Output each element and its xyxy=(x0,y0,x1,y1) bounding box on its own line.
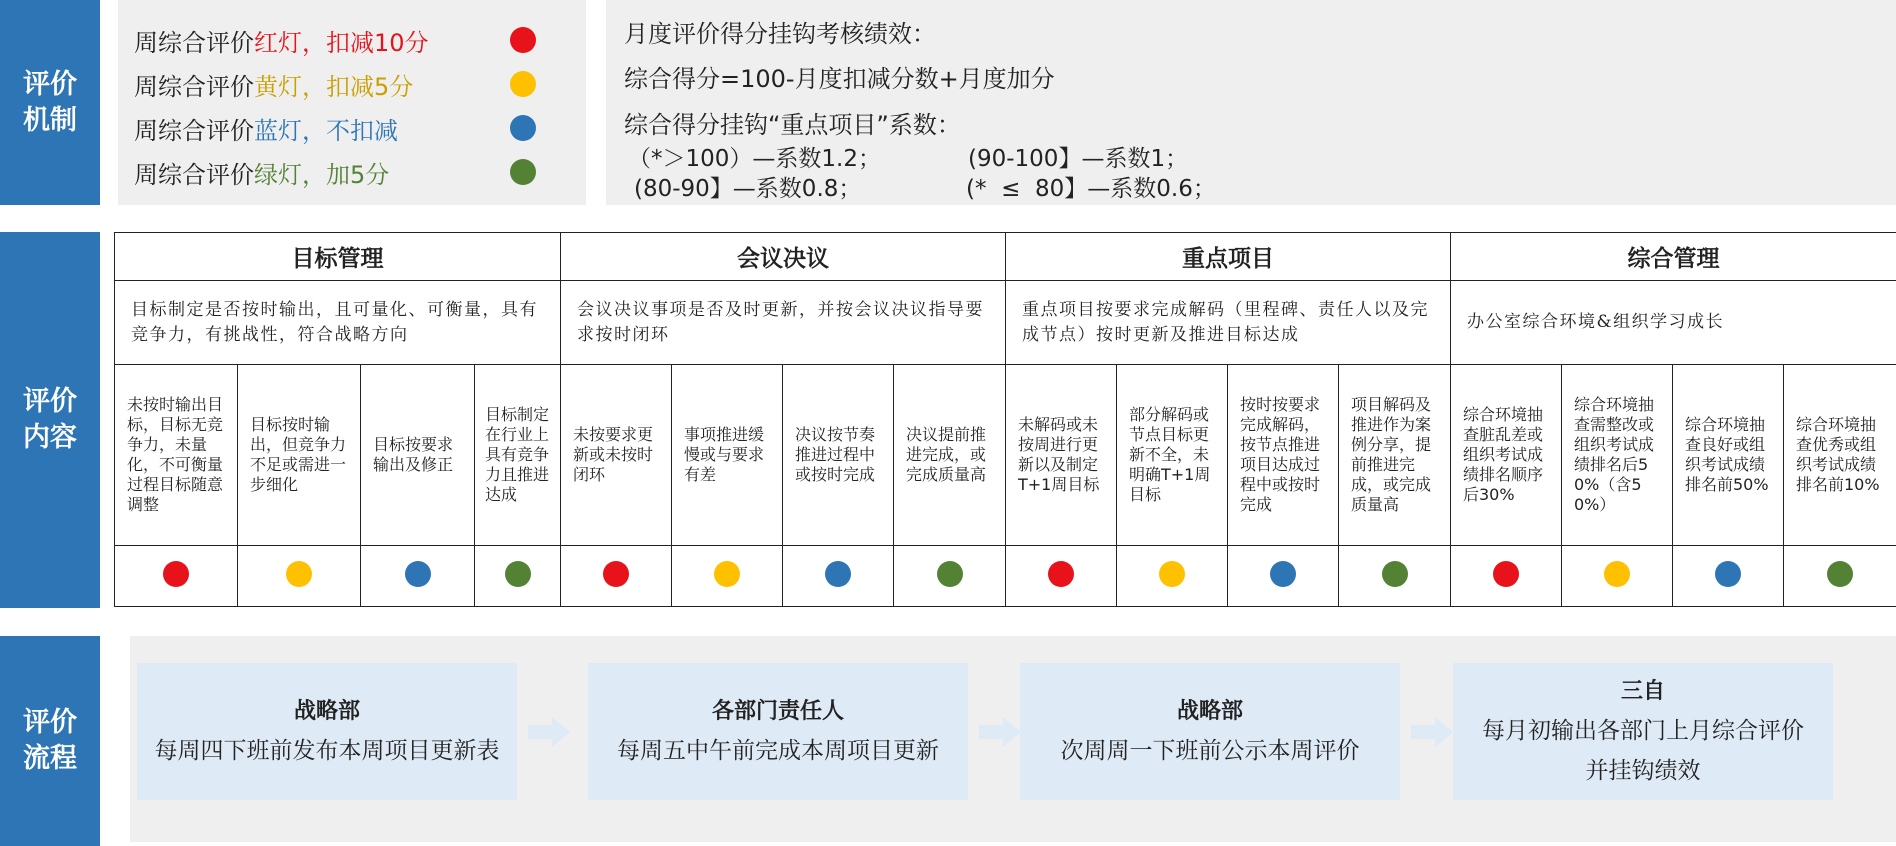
legend-result: 红灯，扣减10分 xyxy=(254,28,429,57)
legend-row-blue xyxy=(134,108,574,148)
description-row xyxy=(115,281,1896,365)
green-light-icon xyxy=(1827,561,1853,587)
category-header: 综合管理 xyxy=(1451,233,1896,281)
process-step xyxy=(588,663,968,800)
legend-row-yellow xyxy=(134,64,574,104)
legend-row-red xyxy=(134,20,574,60)
section-label-text: 评价内容 xyxy=(23,386,77,453)
formula-score: 综合得分=100-月度扣减分数+月度加分 xyxy=(624,65,1055,93)
section-label-mechanism xyxy=(0,0,100,205)
criteria-cell: 目标按时输出，但竞争力不足或需进一步细化 xyxy=(238,365,361,546)
red-light-icon xyxy=(1493,561,1519,587)
red-light-icon xyxy=(1048,561,1074,587)
evaluation-table xyxy=(114,232,1896,608)
criteria-cell: 按时按要求完成解码，按节点推进项目达成过程中或按时完成 xyxy=(1228,365,1339,546)
blue-light-icon xyxy=(825,561,851,587)
category-row xyxy=(115,233,1896,281)
formula-coefficient-title: 综合得分挂钩“重点项目”系数： xyxy=(624,111,961,139)
light-cell xyxy=(1339,546,1451,607)
criteria-cell: 项目解码及推进作为案例分享，提前推进完成，或完成质量高 xyxy=(1339,365,1451,546)
light-row xyxy=(115,546,1896,607)
light-cell xyxy=(475,546,561,607)
light-cell xyxy=(894,546,1006,607)
process-step xyxy=(1020,663,1400,800)
legend-prefix: 周综合评价 xyxy=(134,160,254,189)
light-cell xyxy=(1117,546,1228,607)
blue-light-icon xyxy=(510,115,536,141)
section-label-text: 评价流程 xyxy=(23,707,77,774)
green-light-icon xyxy=(1382,561,1408,587)
legend-panel xyxy=(118,0,586,205)
step-owner: 战略部 xyxy=(1176,698,1243,724)
light-cell xyxy=(561,546,672,607)
yellow-light-icon xyxy=(1159,561,1185,587)
criteria-cell: 部分解码或节点目标更新不全，未明确T+1周目标 xyxy=(1117,365,1228,546)
yellow-light-icon xyxy=(1604,561,1630,587)
green-light-icon xyxy=(937,561,963,587)
category-header: 目标管理 xyxy=(115,233,561,281)
criteria-cell: 未按时输出目标，目标无竞争力，未量化，不可衡量过程目标随意调整 xyxy=(115,365,238,546)
section-label-process xyxy=(0,636,100,846)
process-step xyxy=(1453,663,1833,800)
criteria-cell: 事项推进缓慢或与要求有差 xyxy=(672,365,783,546)
red-light-icon xyxy=(510,27,536,53)
light-cell xyxy=(361,546,475,607)
blue-light-icon xyxy=(1270,561,1296,587)
coefficient-3: (80-90】—系数0.8； xyxy=(634,176,862,202)
coefficient-4: (* ≤ 80】—系数0.6； xyxy=(966,176,1216,202)
arrow-right-icon xyxy=(528,717,570,747)
legend-result: 蓝灯，不扣减 xyxy=(254,116,398,145)
legend-prefix: 周综合评价 xyxy=(134,72,254,101)
category-header: 重点项目 xyxy=(1006,233,1451,281)
green-light-icon xyxy=(505,561,531,587)
light-cell xyxy=(238,546,361,607)
category-description: 重点项目按要求完成解码（里程碑、责任人以及完成节点）按时更新及推进目标达成 xyxy=(1006,281,1451,365)
step-owner: 各部门责任人 xyxy=(711,698,844,724)
criteria-cell: 决议按节奏推进过程中或按时完成 xyxy=(783,365,894,546)
red-light-icon xyxy=(163,561,189,587)
step-action: 每周五中午前完成本周项目更新 xyxy=(617,737,939,764)
category-description: 办公室综合环境&组织学习成长 xyxy=(1451,281,1896,365)
light-cell xyxy=(1673,546,1784,607)
coefficient-2: (90-100】—系数1； xyxy=(968,146,1189,172)
light-cell xyxy=(1228,546,1339,607)
step-action: 次周周一下班前公示本周评价 xyxy=(1060,737,1360,764)
green-light-icon xyxy=(510,159,536,185)
criteria-cell: 综合环境抽查脏乱差或组织考试成绩排名顺序后30% xyxy=(1451,365,1562,546)
light-cell xyxy=(1006,546,1117,607)
criteria-cell: 综合环境抽查优秀或组织考试成绩排名前10% xyxy=(1784,365,1896,546)
yellow-light-icon xyxy=(714,561,740,587)
criteria-cell: 决议提前推进完成，或完成质量高 xyxy=(894,365,1006,546)
legend-prefix: 周综合评价 xyxy=(134,116,254,145)
blue-light-icon xyxy=(1715,561,1741,587)
criteria-cell: 综合环境抽查需整改或组织考试成绩排名后50%（含50%） xyxy=(1562,365,1673,546)
criteria-cell: 未解码或未按周进行更新以及制定T+1周目标 xyxy=(1006,365,1117,546)
step-action: 每周四下班前发布本周项目更新表 xyxy=(154,737,500,764)
legend-result: 黄灯，扣减5分 xyxy=(254,72,414,101)
process-step xyxy=(137,663,517,800)
blue-light-icon xyxy=(405,561,431,587)
legend-row-green xyxy=(134,152,574,192)
criteria-cell: 目标按要求输出及修正 xyxy=(361,365,475,546)
coefficient-1: （*＞100）—系数1.2； xyxy=(628,146,881,172)
category-header: 会议决议 xyxy=(561,233,1006,281)
formula-panel xyxy=(606,0,1896,205)
legend-prefix: 周综合评价 xyxy=(134,28,254,57)
yellow-light-icon xyxy=(510,71,536,97)
step-owner: 三自 xyxy=(1620,678,1665,704)
light-cell xyxy=(783,546,894,607)
step-action-continued: 并挂钩绩效 xyxy=(1585,757,1701,784)
light-cell xyxy=(115,546,238,607)
light-cell xyxy=(672,546,783,607)
step-owner: 战略部 xyxy=(293,698,360,724)
formula-title: 月度评价得分挂钩考核绩效： xyxy=(624,20,936,48)
light-cell xyxy=(1451,546,1562,607)
arrow-right-icon xyxy=(1411,717,1453,747)
criteria-row xyxy=(115,365,1896,546)
criteria-cell: 目标制定在行业上具有竞争力且推进达成 xyxy=(475,365,561,546)
arrow-right-icon xyxy=(979,717,1021,747)
category-description: 目标制定是否按时输出，且可量化、可衡量，具有竞争力，有挑战性，符合战略方向 xyxy=(115,281,561,365)
yellow-light-icon xyxy=(286,561,312,587)
light-cell xyxy=(1784,546,1896,607)
criteria-cell: 综合环境抽查良好或组织考试成绩排名前50% xyxy=(1673,365,1784,546)
light-cell xyxy=(1562,546,1673,607)
red-light-icon xyxy=(603,561,629,587)
section-label-content xyxy=(0,232,100,608)
section-label-text: 评价机制 xyxy=(23,68,77,136)
criteria-cell: 未按要求更新或未按时闭环 xyxy=(561,365,672,546)
legend-result: 绿灯，加5分 xyxy=(254,160,390,189)
category-description: 会议决议事项是否及时更新，并按会议决议指导要求按时闭环 xyxy=(561,281,1006,365)
step-action: 每月初输出各部门上月综合评价 xyxy=(1482,717,1804,744)
